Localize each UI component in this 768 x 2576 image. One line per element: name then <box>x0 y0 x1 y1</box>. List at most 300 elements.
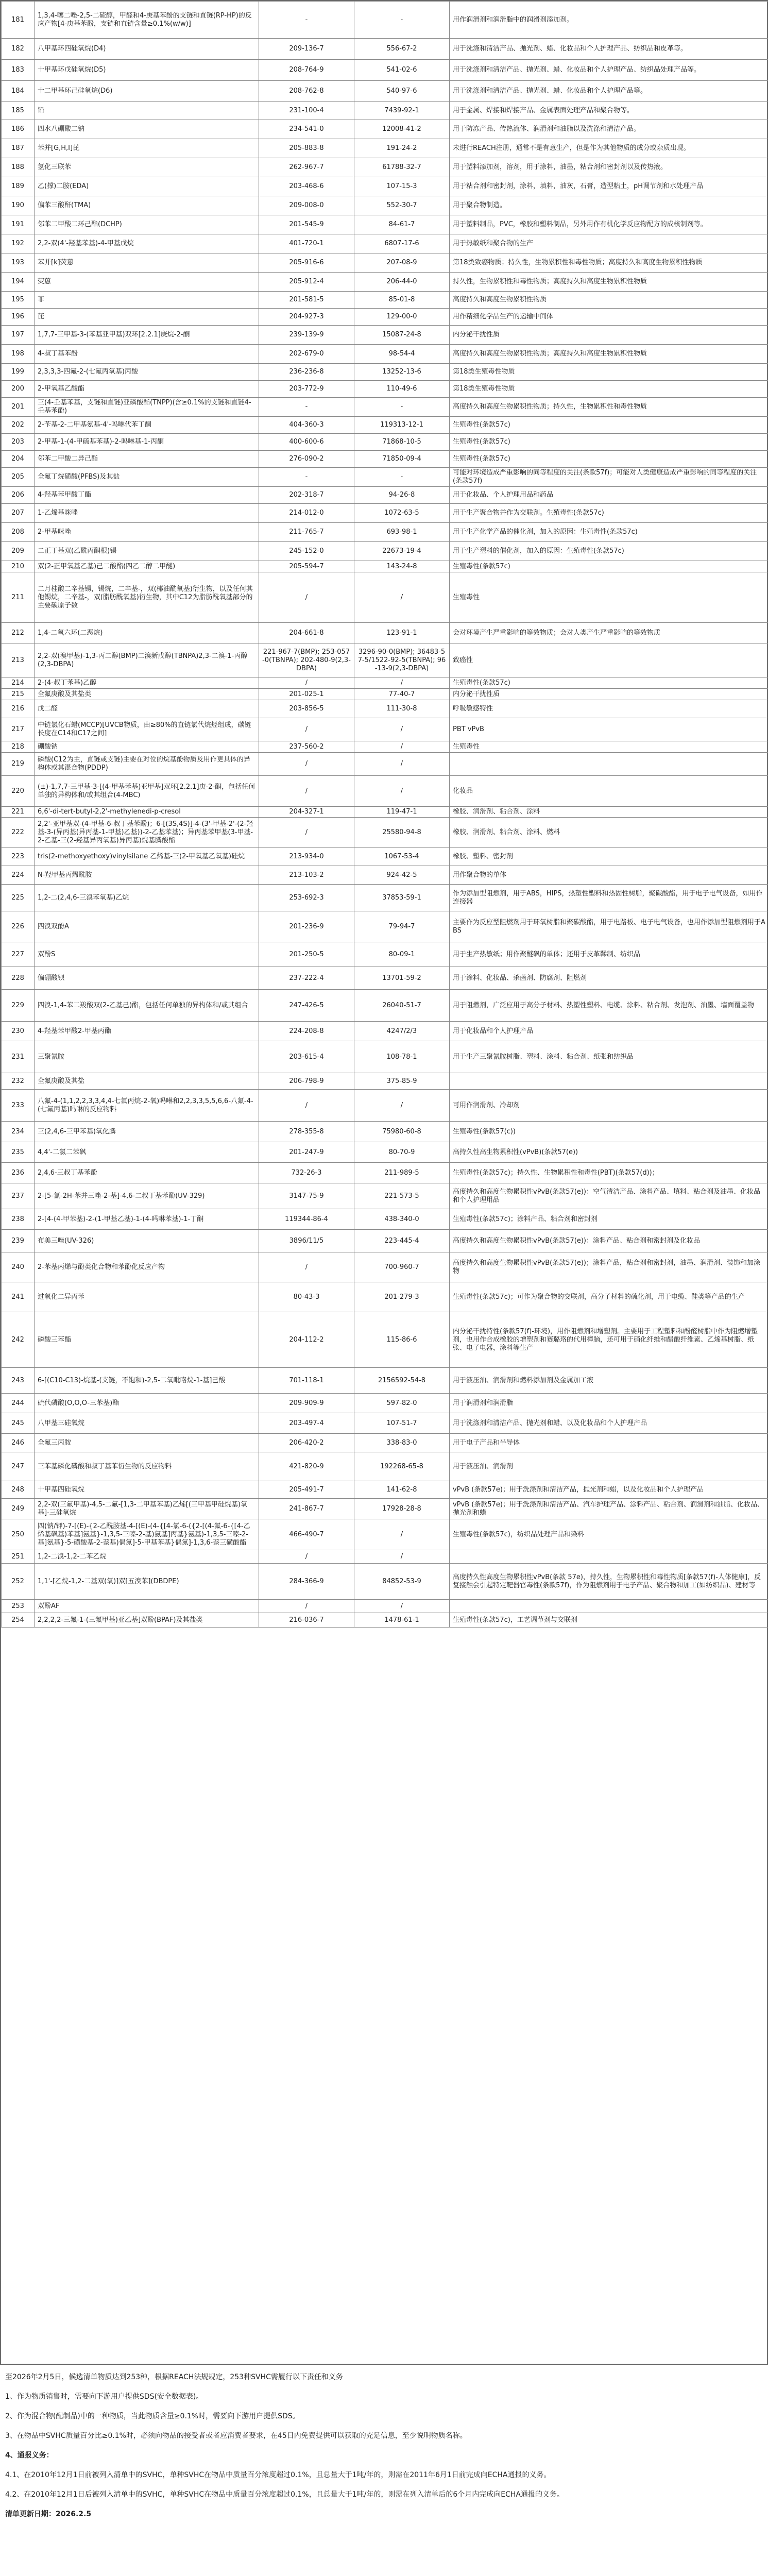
table-row <box>2 542 768 561</box>
use-description: 未进行REACH注册，通常不是有意生产，但是作为其他物质的成分或杂质出现。 <box>450 139 768 158</box>
ec-number: 80-43-3 <box>259 1282 354 1312</box>
use-description: 用于化妆品、个人护理用品和药品 <box>450 487 768 504</box>
substance-name: 苯并[G,H,I]芘 <box>35 139 259 158</box>
substance-name: 全氟三丙胺 <box>35 1434 259 1452</box>
row-number: 225 <box>2 885 35 911</box>
table-row <box>2 1230 768 1252</box>
row-number: 196 <box>2 309 35 326</box>
substance-name: 6,6'-di-tert-butyl-2,2'-methylenedi-p-cresol <box>35 807 259 818</box>
row-number: 217 <box>2 718 35 741</box>
use-description: 生殖毒性 <box>450 572 768 623</box>
substance-name: 2-苯基丙烯与酚类化合物和苯酚化反应产物 <box>35 1252 259 1282</box>
row-number: 249 <box>2 1499 35 1519</box>
ec-number: 209-136-7 <box>259 39 354 60</box>
cas-number: 13252-13-6 <box>354 364 450 381</box>
ec-number: 278-355-8 <box>259 1122 354 1142</box>
cas-number: / <box>354 741 450 753</box>
substance-name: 6-[(C10-C13)-烷基-(支链，不饱和)-2,5-二氧吡咯烷-1-基]己酸 <box>35 1368 259 1394</box>
ec-number: / <box>259 818 354 848</box>
table-row <box>2 700 768 718</box>
ec-number: 221-967-7(BMP); 253-057-0(TBNPA); 202-480-9(2,3-DBPA) <box>259 643 354 677</box>
ec-number: 401-720-1 <box>259 234 354 253</box>
row-number: 241 <box>2 1282 35 1312</box>
cas-number: 556-67-2 <box>354 39 450 60</box>
update-date: 清单更新日期：2026.2.5 <box>5 2510 92 2518</box>
notify-title: 4、通报义务： <box>5 2451 54 2460</box>
use-description: 用作精细化学品生产的运输中间体 <box>450 309 768 326</box>
ec-number: 205-491-7 <box>259 1481 354 1499</box>
ec-number: 204-661-8 <box>259 623 354 643</box>
table-row <box>2 434 768 451</box>
table-row <box>2 381 768 398</box>
table-row <box>2 1519 768 1550</box>
substance-name: 十甲基环戊硅氧烷(D5) <box>35 60 259 81</box>
table-row <box>2 81 768 102</box>
substance-name: 1,3,4-噻二唑-2,5-二硫醇，甲醛和4-庚基苯酚的支链和直链(RP-HP)的反应产物[4-庚基苯酚，支链和直链含量≥0.1%(w/w)] <box>35 2 259 39</box>
ec-number: 404-360-3 <box>259 417 354 434</box>
row-number: 242 <box>2 1312 35 1368</box>
table-row <box>2 1252 768 1282</box>
substance-name: 八甲基环四硅氧烷(D4) <box>35 39 259 60</box>
substance-name: 十二甲基环己硅氧烷(D6) <box>35 81 259 102</box>
substance-name: 双(2-正甲氧基乙基)己二酸酯(四乙二醇二甲醚) <box>35 561 259 572</box>
table-row <box>2 196 768 215</box>
ec-number: 262-967-7 <box>259 158 354 177</box>
substance-name: 磷酸三苯酯 <box>35 1312 259 1368</box>
cas-number: 71868-10-5 <box>354 434 450 451</box>
ec-number: / <box>259 753 354 776</box>
table-row <box>2 523 768 542</box>
cas-number: 108-78-1 <box>354 1041 450 1073</box>
use-description: 用于生产化学产品的催化剂，加入的原因：生殖毒性(条款57c) <box>450 523 768 542</box>
cas-number: / <box>354 776 450 807</box>
ec-number: 236-236-8 <box>259 364 354 381</box>
table-row <box>2 885 768 911</box>
table-row <box>2 309 768 326</box>
cas-number: 597-82-0 <box>354 1394 450 1413</box>
cas-number: 37853-59-1 <box>354 885 450 911</box>
substance-name: 1-乙烯基咪唑 <box>35 504 259 523</box>
cas-number: / <box>354 1519 450 1550</box>
cas-number: 2156592-54-8 <box>354 1368 450 1394</box>
substance-name: 2-[5-氯-2H-苯并三唑-2-基]-4,6-二叔丁基苯酚(UV-329) <box>35 1183 259 1209</box>
table-row <box>2 1600 768 1613</box>
row-number: 243 <box>2 1368 35 1394</box>
ec-number: / <box>259 776 354 807</box>
use-description <box>450 1600 768 1613</box>
row-number: 186 <box>2 120 35 139</box>
use-description: 用于防冻产品、传热流体、润滑剂和油脂以及洗涤和清洁产品。 <box>450 120 768 139</box>
row-number: 244 <box>2 1394 35 1413</box>
use-description: 生殖毒性(条款57c)，纺织品处理产品和染料 <box>450 1519 768 1550</box>
cas-number: - <box>354 398 450 417</box>
cas-number: / <box>354 1600 450 1613</box>
substance-name: 2-[4-(4-甲苯基)-2-(1-甲基乙基)-1-(4-吗啉苯基)-1-丁酮 <box>35 1209 259 1230</box>
ec-number: 201-236-9 <box>259 911 354 942</box>
substance-name: 二正丁基双(乙酰丙酮根)锡 <box>35 542 259 561</box>
table-row <box>2 561 768 572</box>
ec-number: 206-798-9 <box>259 1073 354 1090</box>
row-number: 215 <box>2 689 35 700</box>
cas-number: 80-70-9 <box>354 1142 450 1163</box>
row-number: 220 <box>2 776 35 807</box>
cas-number: 4247/2/3 <box>354 1022 450 1041</box>
row-number: 204 <box>2 451 35 468</box>
use-description: 第18类致癌物质；持久性，生物累积性和毒性物质；高度持久和高度生物累积性物质 <box>450 253 768 273</box>
use-description: 橡胶、润滑剂、粘合剂、涂料 <box>450 807 768 818</box>
ec-number: - <box>259 468 354 487</box>
ec-number: 205-883-8 <box>259 139 354 158</box>
table-row <box>2 1564 768 1600</box>
use-description: 用于聚合物制造。 <box>450 196 768 215</box>
row-number: 191 <box>2 215 35 234</box>
table-row <box>2 139 768 158</box>
ec-number: 201-247-9 <box>259 1142 354 1163</box>
substance-name: 偏硼酸钡 <box>35 967 259 990</box>
table-row <box>2 1282 768 1312</box>
use-description: 用于洗涤剂和清洁产品、抛光剂和蜡、以及化妆品和个人护理产品 <box>450 1413 768 1434</box>
use-description: 生殖毒性(条款57(c)) <box>450 1122 768 1142</box>
row-number: 201 <box>2 398 35 417</box>
row-number: 230 <box>2 1022 35 1041</box>
substance-name: 2-苄基-2-二甲基氨基-4'-吗啉代苯丁酮 <box>35 417 259 434</box>
substance-name: 邻苯二甲酸二环己酯(DCHP) <box>35 215 259 234</box>
row-number: 237 <box>2 1183 35 1209</box>
table-row <box>2 158 768 177</box>
row-number: 236 <box>2 1163 35 1183</box>
cas-number: 700-960-7 <box>354 1252 450 1282</box>
cas-number: 1067-53-4 <box>354 848 450 866</box>
cas-number: 61788-32-7 <box>354 158 450 177</box>
table-row <box>2 718 768 741</box>
ec-number: 3896/11/5 <box>259 1230 354 1252</box>
row-number: 182 <box>2 39 35 60</box>
use-description: 第18类生殖毒性物质 <box>450 381 768 398</box>
table-row <box>2 1142 768 1163</box>
ec-number: / <box>259 572 354 623</box>
substance-name: 中链氯化石蜡(MCCP)[UVCB物质，由≥80%的直链氯代烷烃组成，碳链长度在C14和C17之间] <box>35 718 259 741</box>
row-number: 216 <box>2 700 35 718</box>
cas-number: 540-97-6 <box>354 81 450 102</box>
substance-name: 1,2-二(2,4,6-三溴苯氧基)乙烷 <box>35 885 259 911</box>
table-row <box>2 1183 768 1209</box>
cas-number: 71850-09-4 <box>354 451 450 468</box>
use-description: 生殖毒性(条款57c)；持久性、生物累积性和毒性(PBT)(条款57(d))； <box>450 1163 768 1183</box>
table-row <box>2 818 768 848</box>
cas-number: - <box>354 468 450 487</box>
ec-number: 201-025-1 <box>259 689 354 700</box>
row-number: 233 <box>2 1090 35 1122</box>
use-description: 高度持久和高度生物累积性物质；持久性，生物累积性和毒性物质 <box>450 398 768 417</box>
cas-number: 7439-92-1 <box>354 102 450 120</box>
substance-name: 1,1'-[乙烷-1,2-二基双(氧)]双[五溴苯](DBDPE) <box>35 1564 259 1600</box>
table-row <box>2 866 768 885</box>
cas-number: 119313-12-1 <box>354 417 450 434</box>
use-description: 用于涂料、化妆品、杀菌剂、防腐剂、阻燃剂 <box>450 967 768 990</box>
substance-name: 2,2-双(溴甲基)-1,3-丙二醇(BMP)二溴新戊醇(TBNPA)2,3-二溴-1-丙醇(2,3-DBPA) <box>35 643 259 677</box>
table-row <box>2 942 768 967</box>
cas-number: 107-51-7 <box>354 1413 450 1434</box>
row-number: 209 <box>2 542 35 561</box>
ec-number: 211-765-7 <box>259 523 354 542</box>
table-row <box>2 848 768 866</box>
cas-number: 191-24-2 <box>354 139 450 158</box>
table-row <box>2 2 768 39</box>
substance-name: 戊二醛 <box>35 700 259 718</box>
cas-number: 107-15-3 <box>354 177 450 196</box>
table-row <box>2 753 768 776</box>
svhc-table-body <box>2 2 768 1628</box>
use-description: 生殖毒性 <box>450 741 768 753</box>
table-row <box>2 677 768 689</box>
ec-number: 204-927-3 <box>259 309 354 326</box>
summary-text: 至2026年2月5日，候选清单物质达到253种，根据REACH法规规定，253种SVHC需履行以下责任和义务 <box>5 2373 343 2381</box>
substance-name: 2-甲基咪唑 <box>35 523 259 542</box>
substance-name: 芘 <box>35 309 259 326</box>
ec-number: 203-468-6 <box>259 177 354 196</box>
use-description: 可用作润滑剂、冷却剂 <box>450 1090 768 1122</box>
cas-number: 22673-19-4 <box>354 542 450 561</box>
ec-number: 209-909-9 <box>259 1394 354 1413</box>
table-row <box>2 120 768 139</box>
cas-number: - <box>354 2 450 39</box>
row-number: 206 <box>2 487 35 504</box>
ec-number: 205-912-4 <box>259 273 354 292</box>
table-row <box>2 487 768 504</box>
substance-name: 2-甲基-1-(4-甲硫基苯基)-2-吗啉基-1-丙酮 <box>35 434 259 451</box>
ec-number: 214-012-0 <box>259 504 354 523</box>
cas-number: 84852-53-9 <box>354 1564 450 1600</box>
table-row <box>2 417 768 434</box>
use-description: 高度持久和高度生物累积性vPvB(条款57(e))：涂料产品、粘合剂和密封剂及化妆品 <box>450 1230 768 1252</box>
use-description: 生殖毒性(条款57c) <box>450 561 768 572</box>
ec-number: 119344-86-4 <box>259 1209 354 1230</box>
cas-number: 211-989-5 <box>354 1163 450 1183</box>
row-number: 238 <box>2 1209 35 1230</box>
use-description: 高持久性高生物累积性(vPvB)(条款57(e)) <box>450 1142 768 1163</box>
substance-name: 4,4'-二氯二苯砜 <box>35 1142 259 1163</box>
use-description: 生殖毒性(条款57c) <box>450 677 768 689</box>
ec-number: 213-103-2 <box>259 866 354 885</box>
cas-number: 192268-65-8 <box>354 1452 450 1481</box>
ec-number: 201-581-5 <box>259 292 354 309</box>
table-row <box>2 1434 768 1452</box>
ec-number: 284-366-9 <box>259 1564 354 1600</box>
ec-number: / <box>259 718 354 741</box>
substance-name: tris(2-methoxyethoxy)vinylsilane 乙烯基-三(2-甲氧基乙氧基)硅烷 <box>35 848 259 866</box>
cas-number: 693-98-1 <box>354 523 450 542</box>
cas-number: 111-30-8 <box>354 700 450 718</box>
cas-number: 541-02-6 <box>354 60 450 81</box>
use-description: 内分泌干扰性质 <box>450 326 768 345</box>
cas-number: 1478-61-1 <box>354 1613 450 1628</box>
row-number: 221 <box>2 807 35 818</box>
use-description: 用于生产聚合物并作为交联剂。生殖毒性(条款57c) <box>450 504 768 523</box>
table-row <box>2 1209 768 1230</box>
use-description: 生殖毒性(条款57c)，工艺调节剂与交联剂 <box>450 1613 768 1628</box>
row-number: 245 <box>2 1413 35 1434</box>
table-row <box>2 1550 768 1564</box>
table-row <box>2 1073 768 1090</box>
row-number: 223 <box>2 848 35 866</box>
row-number: 189 <box>2 177 35 196</box>
substance-name: 全氟庚酸及其盐 <box>35 1073 259 1090</box>
ec-number: 276-090-2 <box>259 451 354 468</box>
table-row <box>2 215 768 234</box>
cas-number: 123-91-1 <box>354 623 450 643</box>
substance-name: 三聚氰胺 <box>35 1041 259 1073</box>
row-number: 194 <box>2 273 35 292</box>
table-row <box>2 1090 768 1122</box>
cas-number: 26040-51-7 <box>354 990 450 1022</box>
substance-name: 菲 <box>35 292 259 309</box>
ec-number: 237-222-4 <box>259 967 354 990</box>
table-row <box>2 39 768 60</box>
substance-name: 苯并[k]荧蒽 <box>35 253 259 273</box>
table-row <box>2 468 768 487</box>
row-number: 190 <box>2 196 35 215</box>
table-row <box>2 177 768 196</box>
row-number: 224 <box>2 866 35 885</box>
substance-name: 2,2'-亚甲基双-(4-甲基-6-叔丁基苯酚)；6-[(3S,4S)]-4-(3'-甲基-2'-(2-羟基-3-(异丙基(异丙基-1-甲基)乙基))-2-乙基苯基)；异丙基苯甲基(3-甲基-2-乙基-三(2-羟基异丙氧基)异丙基)烷基膦酸酯 <box>35 818 259 848</box>
use-description: 用于电子产品和半导体 <box>450 1434 768 1452</box>
ec-number: 203-856-5 <box>259 700 354 718</box>
ec-number: 202-679-0 <box>259 345 354 364</box>
substance-name: 三(4-壬基苯基，支链和直链)亚磷酸酯(TNPP)(含≥0.1%的支链和直链4-壬基苯酚) <box>35 398 259 417</box>
table-row <box>2 689 768 700</box>
cas-number: 94-26-8 <box>354 487 450 504</box>
use-description: vPvB (条款57e)；用于洗涤剂和清洁产品，抛光剂和蜡，以及化妆品和个人护理产品 <box>450 1481 768 1499</box>
use-description: 用作聚合物的单体 <box>450 866 768 885</box>
ec-number: 466-490-7 <box>259 1519 354 1550</box>
use-description: 用于化妆品和个人护理产品 <box>450 1022 768 1041</box>
substance-name: 1,4-二氧六环(二恶烷) <box>35 623 259 643</box>
use-description: 致癌性 <box>450 643 768 677</box>
use-description: 高度持久性高度生物累积性vPvB(条款 57e)，持久性，生物累积性和毒性物质[条款57(f)-人体健康]，反复接触会引起特定靶器官毒性(条款57f)，作为阻燃剂用于电子产品、聚合物和加工(如纺织品)、建材等 <box>450 1564 768 1600</box>
cas-number: 115-86-6 <box>354 1312 450 1368</box>
row-number: 208 <box>2 523 35 542</box>
cas-number: 77-40-7 <box>354 689 450 700</box>
ec-number: 203-497-4 <box>259 1413 354 1434</box>
table-row <box>2 1022 768 1041</box>
substance-name: 4-羟基苯甲酸2-甲基丙酯 <box>35 1022 259 1041</box>
substance-name: 双酚S <box>35 942 259 967</box>
cas-number: 338-83-0 <box>354 1434 450 1452</box>
ec-number: / <box>259 1600 354 1613</box>
row-number: 227 <box>2 942 35 967</box>
footer-notes <box>0 2370 768 2527</box>
ec-number: 205-594-7 <box>259 561 354 572</box>
substance-name: 十甲基四硅氧烷 <box>35 1481 259 1499</box>
row-number: 239 <box>2 1230 35 1252</box>
row-number: 188 <box>2 158 35 177</box>
table-row <box>2 1499 768 1519</box>
table-row <box>2 234 768 253</box>
use-description: 用于生产热敏纸；用作聚醚砜的单体；还用于皮革鞣制、纺织品 <box>450 942 768 967</box>
ec-number: 209-008-0 <box>259 196 354 215</box>
ec-number: / <box>259 1550 354 1564</box>
use-description: 用于洗涤和清洁产品、抛光剂、蜡、化妆品和个人护理产品、纺织品和皮革等。 <box>450 39 768 60</box>
cas-number: 12008-41-2 <box>354 120 450 139</box>
use-description: 内分泌干扰特性(条款57(f)-环境)，用作阻燃剂和增塑剂。主要用于工程塑料和酚醛树脂中作为阻燃增塑剂，也用作合成橡胶的增塑剂和赛璐珞的代用樟脑，还可用于硝化纤维和醋酸纤维素、乙烯基树脂、纸张、电子电器，涂料等生产 <box>450 1312 768 1368</box>
table-row <box>2 1413 768 1434</box>
cas-number: / <box>354 718 450 741</box>
table-row <box>2 60 768 81</box>
cas-number: 438-340-0 <box>354 1209 450 1230</box>
cas-number: 223-445-4 <box>354 1230 450 1252</box>
table-row <box>2 1452 768 1481</box>
row-number: 234 <box>2 1122 35 1142</box>
table-row <box>2 345 768 364</box>
row-number: 193 <box>2 253 35 273</box>
ec-number: - <box>259 2 354 39</box>
cas-number: 25580-94-8 <box>354 818 450 848</box>
row-number: 184 <box>2 81 35 102</box>
ec-number: 201-250-5 <box>259 942 354 967</box>
row-number: 229 <box>2 990 35 1022</box>
cas-number: 98-54-4 <box>354 345 450 364</box>
substance-name: 2,2,2,2-三氟-1-(三氟甲基)亚乙基]双酚(BPAF)及其盐类 <box>35 1613 259 1628</box>
use-description <box>450 1550 768 1564</box>
substance-name: 邻苯二甲酸二异己酯 <box>35 451 259 468</box>
ec-number: 208-764-9 <box>259 60 354 81</box>
ec-number: 245-152-0 <box>259 542 354 561</box>
row-number: 212 <box>2 623 35 643</box>
cas-number: 80-09-1 <box>354 942 450 967</box>
row-number: 203 <box>2 434 35 451</box>
use-description: 橡胶、塑料、密封剂 <box>450 848 768 866</box>
substance-name: (±)-1,7,7-三甲基-3-[(4-甲基苯基)亚甲基]双环[2.2.1]庚-2-酮，包括任何单独的异构体和/或其组合(4-MBC) <box>35 776 259 807</box>
cas-number: 75980-60-8 <box>354 1122 450 1142</box>
cas-number: 206-44-0 <box>354 273 450 292</box>
use-description <box>450 753 768 776</box>
cas-number: 129-00-0 <box>354 309 450 326</box>
table-row <box>2 990 768 1022</box>
cas-number: / <box>354 572 450 623</box>
use-description: 高度持久和高度生物累积性物质；高度持久和高度生物累积性物质 <box>450 345 768 364</box>
substance-name: N-羟甲基丙烯酰胺 <box>35 866 259 885</box>
table-row <box>2 776 768 807</box>
table-row <box>2 1368 768 1394</box>
table-row <box>2 1041 768 1073</box>
use-description: 用于热敏纸和聚合物的生产 <box>450 234 768 253</box>
table-row <box>2 273 768 292</box>
row-number: 219 <box>2 753 35 776</box>
row-number: 253 <box>2 1600 35 1613</box>
ec-number: 253-692-3 <box>259 885 354 911</box>
table-row <box>2 292 768 309</box>
use-description: 高度持久和高度生物累积性物质 <box>450 292 768 309</box>
substance-name: 硫代磷酸(O,O,O-三苯基)酯 <box>35 1394 259 1413</box>
row-number: 207 <box>2 504 35 523</box>
cas-number: 201-279-3 <box>354 1282 450 1312</box>
row-number: 222 <box>2 818 35 848</box>
table-row <box>2 398 768 417</box>
use-description: 会对环境产生严重影响的等效物质；会对人类产生严重影响的等效物质 <box>450 623 768 643</box>
use-description: 用于塑料添加剂，溶剂，用于涂料，油墨，粘合剂和密封剂以及传热液。 <box>450 158 768 177</box>
substance-name: 过氧化二异丙苯 <box>35 1282 259 1312</box>
ec-number: 241-867-7 <box>259 1499 354 1519</box>
ec-number: 204-327-1 <box>259 807 354 818</box>
svhc-table <box>1 1 768 1628</box>
substance-name: 全氟丁烷磺酸(PFBS)及其盐 <box>35 468 259 487</box>
use-description: 用于阻燃剂，广泛应用于高分子材料、热塑性塑料、电缆、涂料、粘合剂、发泡剂、油墨、墙面覆盖物 <box>450 990 768 1022</box>
use-description: 主要作为反应型阻燃剂用于环氧树脂和聚碳酸酯，用于电路板、电子电气设备，也用作添加型阻燃剂用于ABS <box>450 911 768 942</box>
use-description: 生殖毒性(条款57c) <box>450 451 768 468</box>
ec-number: 239-139-9 <box>259 326 354 345</box>
table-row <box>2 1394 768 1413</box>
use-description: 用于生产三聚氰胺树脂、塑料、涂料、粘合剂、纸张和纺织品 <box>450 1041 768 1073</box>
